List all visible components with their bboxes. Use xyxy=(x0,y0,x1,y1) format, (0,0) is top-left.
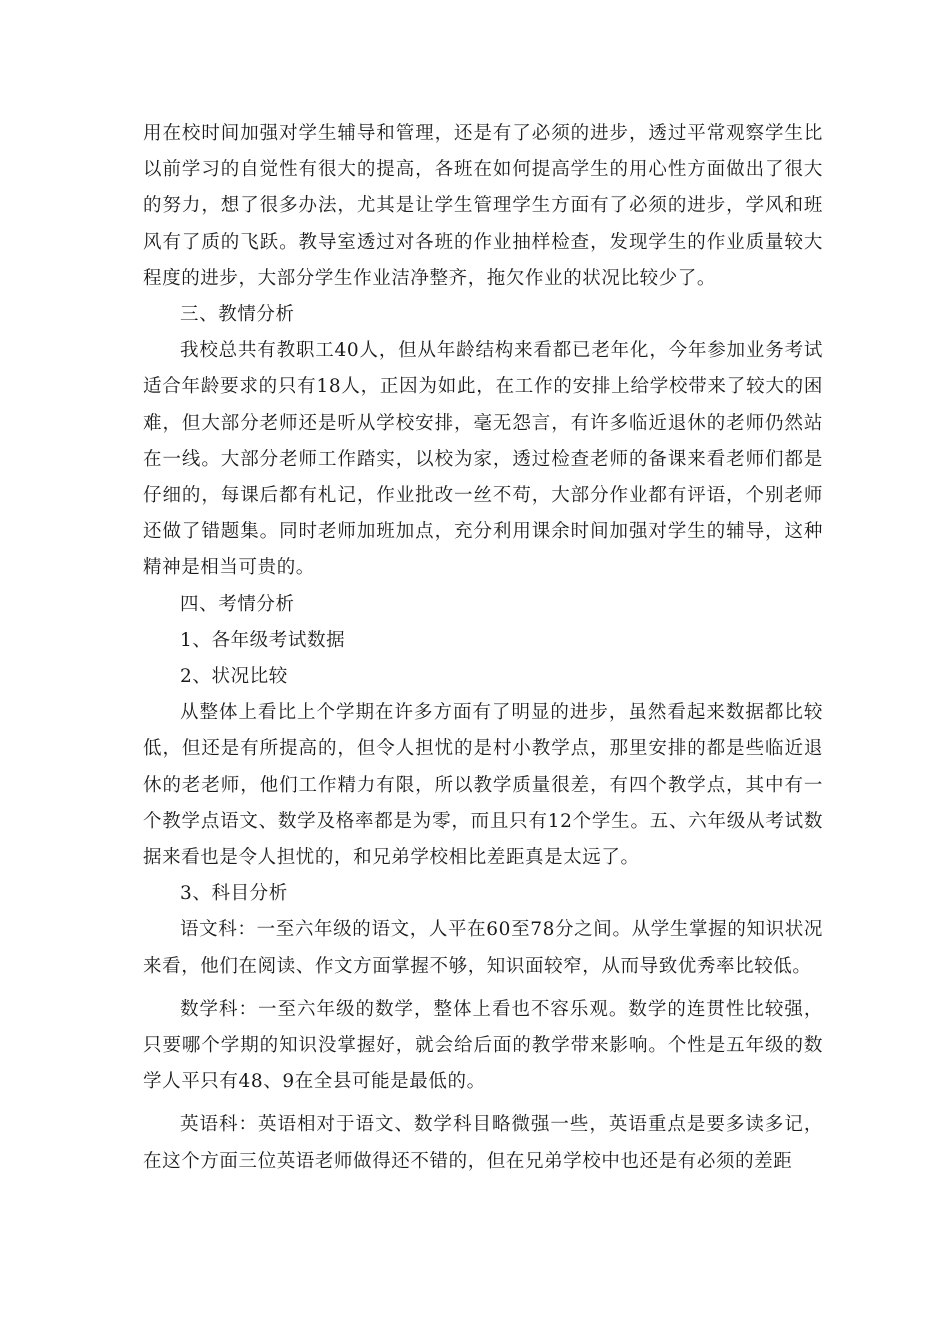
paragraph-comparison: 从整体上看比上个学期在许多方面有了明显的进步，虽然看起来数据都比较低，但还是有所提高的，但令人担忧的是村小教学点，那里安排的都是些临近退休的老老师，他们工作精力有限，所以教学质量很差，有四个教学点，其中有一个教学点语文、数学及格率都是为零，而且只有12个学生。五、六年级从考试数据来看也是令人担忧的，和兄弟学校相比差距真是太远了。 xyxy=(143,702,823,869)
subheading-exam-data: 1、各年级考试数据 xyxy=(180,629,346,651)
paragraph-student-progress: 用在校时间加强对学生辅导和管理，还是有了必须的进步，透过平常观察学生比以前学习的自觉性有很大的提高，各班在如何提高学生的用心性方面做出了很大的努力，想了很多办法，尤其是让学生管理学生方面有了必须的进步，学风和班风有了质的飞跃。教导室透过对各班的作业抽样检查，发现学生的作业质量较大程度的进步，大部分学生作业洁净整齐，拖欠作业的状况比较少了。 xyxy=(143,123,823,289)
subheading-comparison: 2、状况比较 xyxy=(180,666,288,688)
paragraph-staff-analysis: 我校总共有教职工40人，但从年龄结构来看都已老年化，今年参加业务考试适合年龄要求的只有18人，正因为如此，在工作的安排上给学校带来了较大的困难，但大部分老师还是听从学校安排，毫无怨言，有许多临近退休的老师仍然站在一线。大部分老师工作踏实，以校为家，透过检查老师的备课来看老师们都是仔细的，每课后都有札记，作业批改一丝不苟，大部分作业都有评语，个别老师还做了错题集。同时老师加班加点，充分利用课余时间加强对学生的辅导，这种精神是相当可贵的。 xyxy=(143,340,823,579)
paragraph-chinese-subject: 语文科：一至六年级的语文，人平在60至78分之间。从学生掌握的知识状况来看，他们在阅读、作文方面掌握不够，知识面较窄，从而导致优秀率比较低。 xyxy=(143,919,823,977)
subheading-subject-analysis: 3、科目分析 xyxy=(180,883,288,905)
paragraph-english-subject: 英语科：英语相对于语文、数学科目略微强一些，英语重点是要多读多记，在这个方面三位英语老师做得还不错的，但在兄弟学校中也还是有必须的差距 xyxy=(143,1114,823,1172)
document-body xyxy=(143,116,823,1180)
heading-teaching-analysis: 三、教情分析 xyxy=(180,304,295,326)
paragraph-math-subject: 数学科：一至六年级的数学，整体上看也不容乐观。数学的连贯性比较强，只要哪个学期的知识没掌握好，就会给后面的教学带来影响。个性是五年级的数学人平只有48、9在全县可能是最低的。 xyxy=(143,998,823,1093)
heading-exam-analysis: 四、考情分析 xyxy=(180,593,295,615)
